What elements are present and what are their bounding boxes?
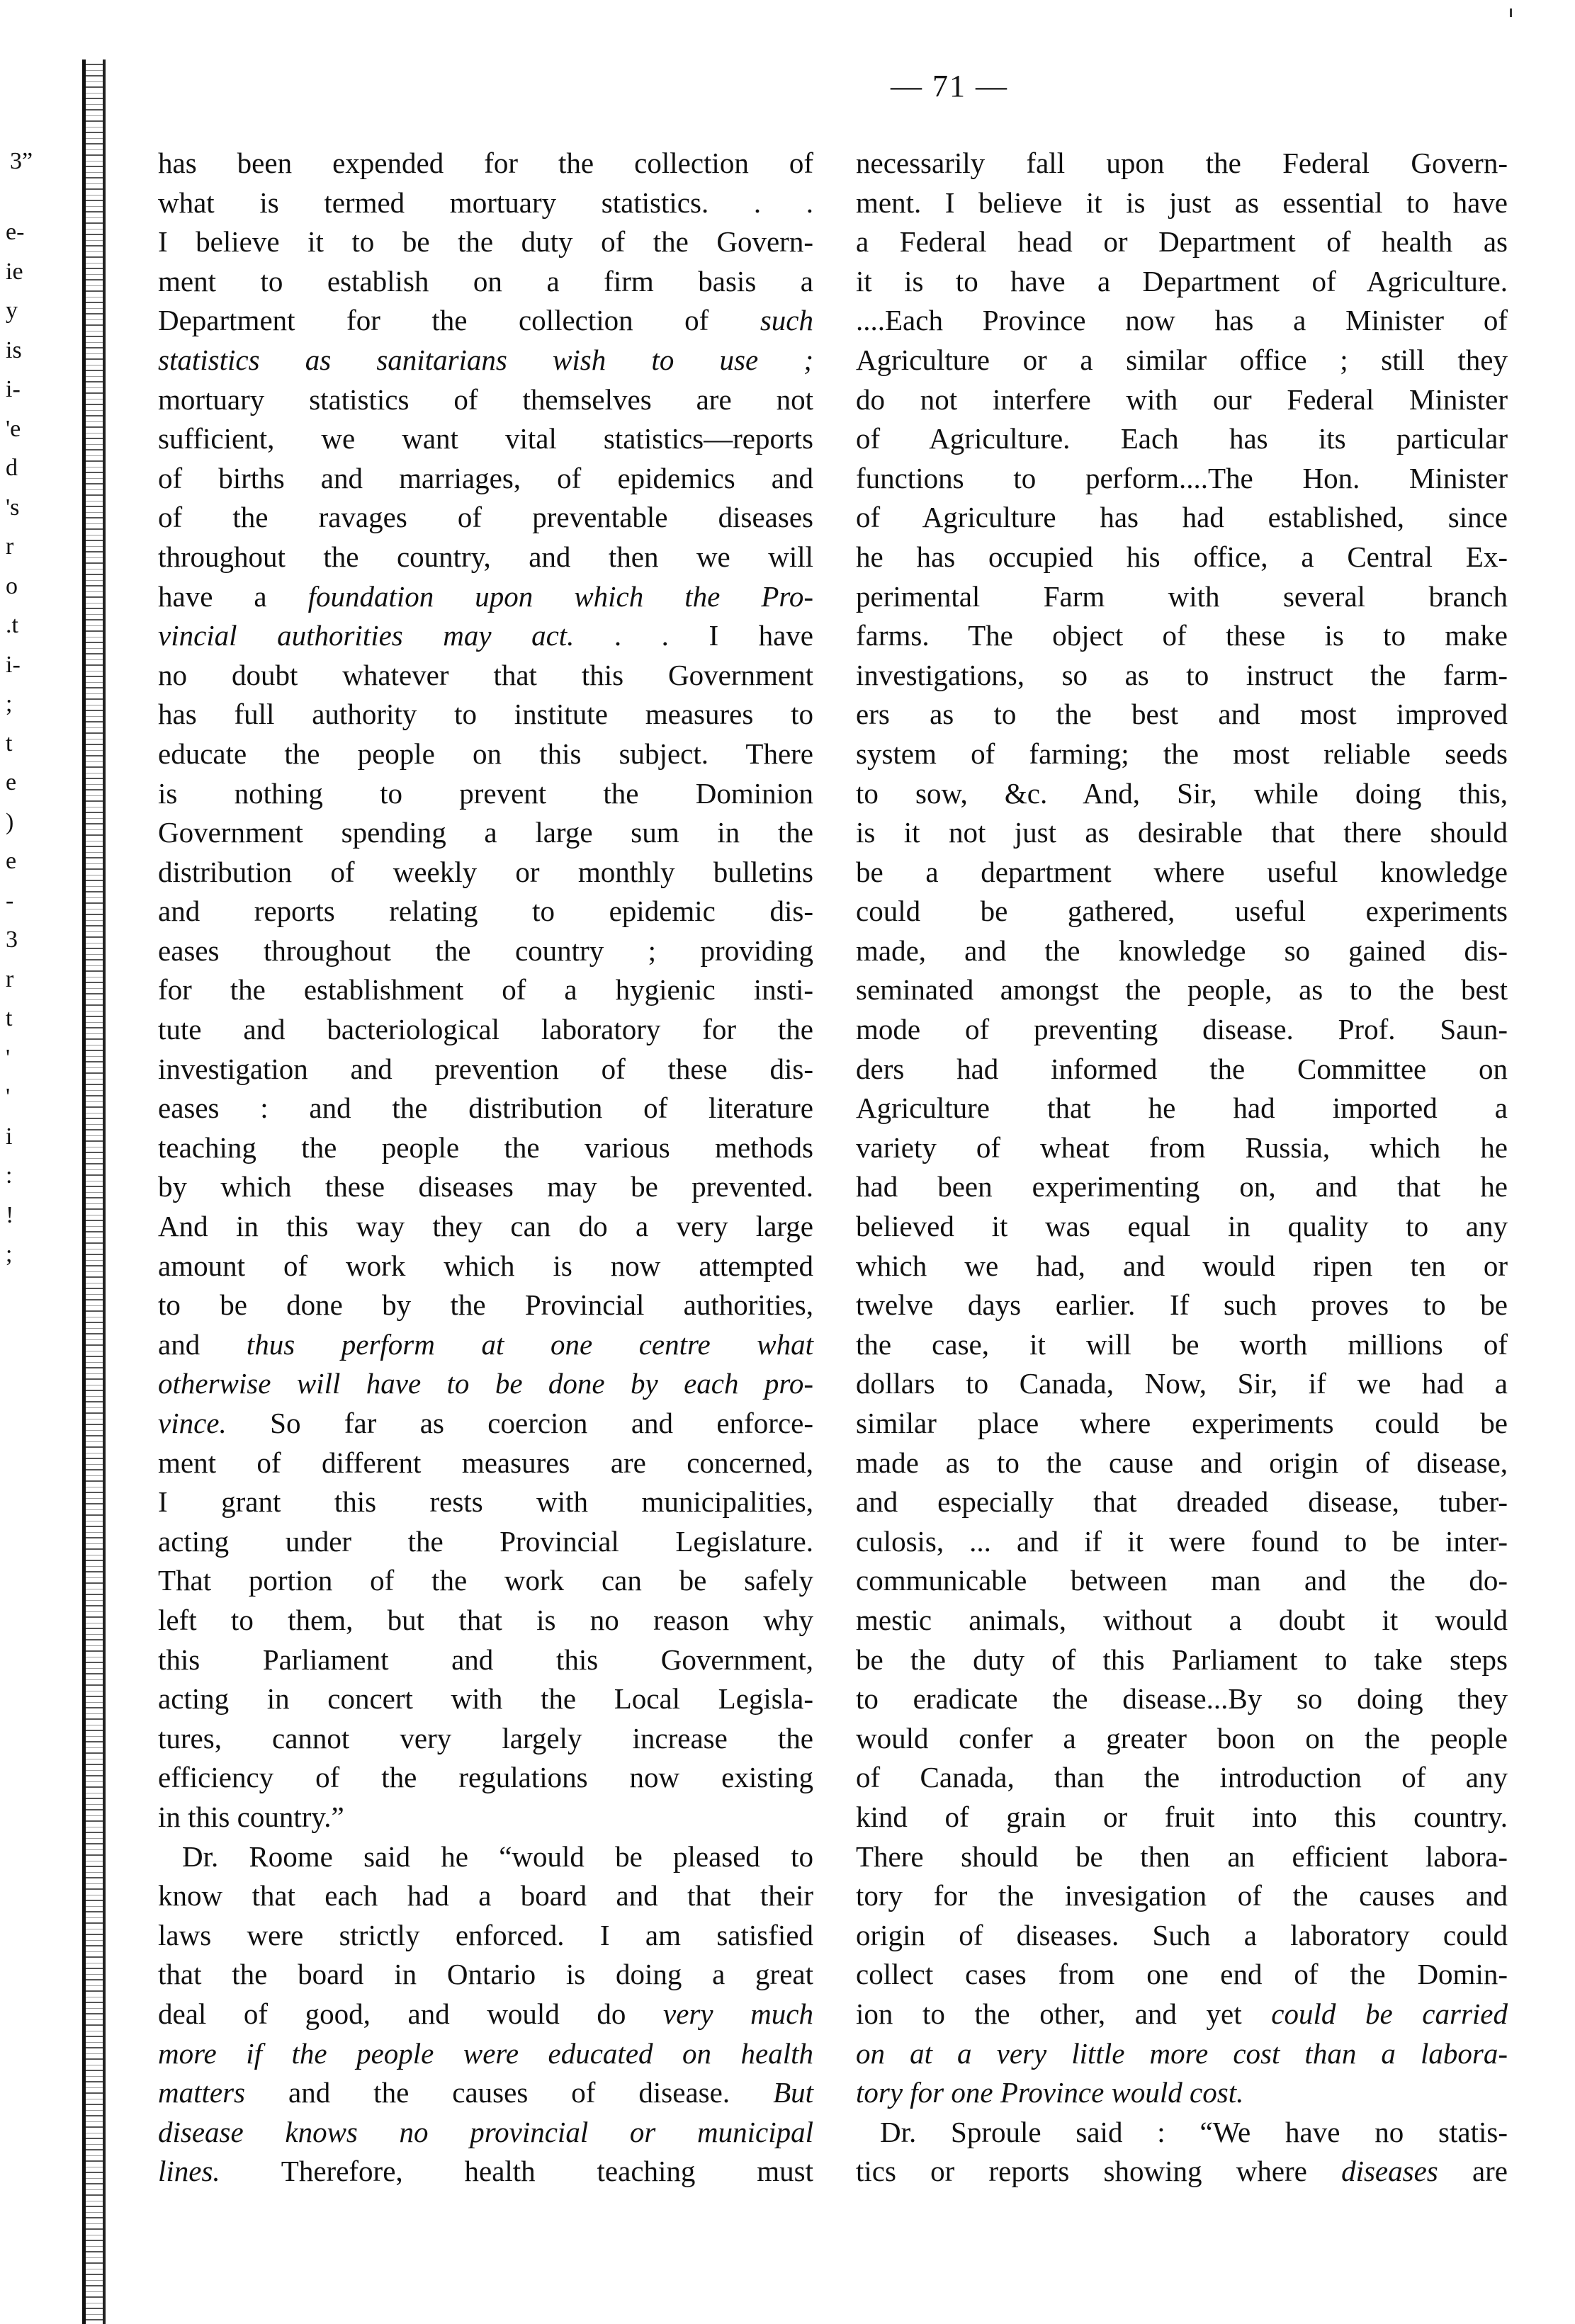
margin-fragment: r (6, 533, 14, 560)
right-column (856, 144, 1508, 2192)
margin-fragment: 'e (6, 415, 21, 442)
text-line (158, 144, 813, 183)
text-segment: laws were strictly enforced. I am satisfied (158, 1918, 813, 1951)
text-line (856, 419, 1508, 459)
text-segment: by which these diseases may be prevented. (158, 1170, 813, 1203)
text-line (856, 1286, 1508, 1325)
italic-text: more if the people were educated on health (158, 2036, 813, 2070)
text-line (856, 853, 1508, 892)
text-line (158, 853, 813, 892)
page-number: — 71 — (891, 69, 1008, 103)
margin-fragment: r (6, 965, 14, 992)
text-segment: tute and bacteriological laboratory for the (158, 1013, 813, 1046)
text-segment: . . I have (574, 619, 813, 652)
text-line (158, 419, 813, 459)
text-line (856, 1089, 1508, 1128)
text-segment: are (1438, 2155, 1508, 2188)
text-segment: has been expended for the collection of (158, 147, 813, 179)
text-segment: this Parliament and this Government, (158, 1643, 813, 1676)
text-segment: Dr. Sproule said : “We have no statis- (880, 2115, 1508, 2148)
text-segment: Agriculture that he had imported a (856, 1092, 1508, 1125)
text-line (856, 222, 1508, 262)
text-segment: And in this way they can do a very large (158, 1210, 813, 1243)
text-segment: So far as coercion and enforce- (226, 1407, 813, 1439)
text-segment: tory for the invesigation of the causes and (856, 1879, 1508, 1912)
text-line (856, 1050, 1508, 1089)
margin-fragment: e- (6, 219, 25, 245)
text-segment: has full authority to institute measures to (158, 698, 813, 731)
italic-text: tory for one Province would cost. (856, 2076, 1244, 2109)
text-segment: communicable between man and the do- (856, 1564, 1508, 1597)
text-line (158, 1679, 813, 1719)
text-segment: mode of preventing disease. Prof. Saun- (856, 1013, 1508, 1046)
text-line (158, 931, 813, 971)
text-segment: in this country.” (158, 1800, 344, 1833)
text-segment: tures, cannot very largely increase the (158, 1721, 813, 1755)
text-segment: distribution of weekly or monthly bulletins (158, 855, 813, 888)
text-line (158, 1601, 813, 1640)
text-line (856, 2152, 1508, 2192)
text-line (856, 1561, 1508, 1601)
text-segment: twelve days earlier. If such proves to be (856, 1288, 1508, 1322)
text-segment: be the duty of this Parliament to take steps (856, 1643, 1508, 1676)
text-line (158, 498, 813, 538)
text-line (856, 577, 1508, 617)
text-segment: ment. I believe it is just as essential to have (856, 186, 1508, 219)
margin-fragment: i (6, 1123, 13, 1150)
text-segment: left to them, but that is no reason why (158, 1603, 813, 1636)
text-line (856, 1247, 1508, 1286)
text-segment: kind of grain or fruit into this country. (856, 1800, 1508, 1833)
text-segment: acting in concert with the Local Legisla- (158, 1682, 813, 1716)
text-line (856, 1601, 1508, 1640)
scan-mark (1510, 8, 1512, 17)
text-line (158, 774, 813, 814)
text-segment: of Agriculture. Each has its particular (856, 422, 1508, 455)
text-line (158, 970, 813, 1010)
text-line (856, 813, 1508, 853)
text-segment: eases : and the distribution of literature (158, 1092, 813, 1125)
text-line (158, 1286, 813, 1325)
text-segment: had been experimenting on, and that he (856, 1170, 1508, 1203)
text-segment: system of farming; the most reliable seeds (856, 737, 1508, 770)
text-segment: Government spending a large sum in the (158, 816, 813, 849)
text-line (158, 1758, 813, 1798)
margin-fragment: y (6, 297, 18, 324)
text-line (856, 1798, 1508, 1837)
text-line (856, 1995, 1508, 2034)
text-line (856, 1483, 1508, 1522)
text-line (158, 1207, 813, 1247)
text-line (158, 1325, 813, 1365)
text-line (158, 1876, 813, 1916)
text-line (856, 970, 1508, 1010)
text-segment: what is termed mortuary statistics. . . (158, 186, 813, 219)
margin-fragment: ) (6, 808, 14, 835)
margin-fragment: t (6, 730, 13, 756)
text-line (856, 2113, 1508, 2153)
text-segment: made, and the knowledge so gained dis- (856, 934, 1508, 967)
text-line (158, 656, 813, 696)
text-line (158, 2034, 813, 2074)
text-segment: no doubt whatever that this Government (158, 658, 813, 691)
text-line (158, 341, 813, 380)
text-line (158, 183, 813, 223)
text-line (856, 144, 1508, 183)
text-line (158, 1561, 813, 1601)
text-segment: I grant this rests with municipalities, (158, 1485, 813, 1519)
text-line (158, 813, 813, 853)
text-segment: Agriculture or a similar office ; still they (856, 343, 1508, 376)
italic-text: vince. (158, 1407, 227, 1439)
text-line (158, 1483, 813, 1522)
text-segment: and reports relating to epidemic dis- (158, 895, 813, 928)
text-segment: amount of work which is now attempted (158, 1249, 813, 1282)
text-line (856, 931, 1508, 971)
text-line (856, 1719, 1508, 1759)
text-segment: There should be then an efficient labora- (856, 1840, 1508, 1873)
text-line (158, 1167, 813, 1207)
italic-text: But (773, 2076, 813, 2109)
text-line (856, 459, 1508, 499)
text-line (856, 1364, 1508, 1404)
italic-text: thus perform at one centre what (246, 1327, 813, 1361)
italic-text: lines. (158, 2155, 220, 2188)
text-line (856, 1444, 1508, 1483)
text-segment: ment of different measures are concerned, (158, 1446, 813, 1479)
text-segment: to eradicate the disease...By so doing they (856, 1682, 1508, 1716)
text-line (158, 1837, 813, 1877)
text-line (158, 538, 813, 577)
text-segment: a Federal head or Department of health as (856, 225, 1508, 259)
text-segment: dollars to Canada, Now, Sir, if we had a (856, 1367, 1508, 1400)
text-segment: which we had, and would ripen ten or (856, 1249, 1508, 1282)
text-line (158, 892, 813, 931)
italic-text: matters (158, 2076, 245, 2109)
italic-text: vincial authorities may act. (158, 619, 575, 652)
text-line (856, 183, 1508, 223)
margin-fragment: o (6, 572, 18, 599)
text-segment: I believe it to be the duty of the Govern- (158, 225, 813, 259)
text-line (856, 892, 1508, 931)
text-line (856, 616, 1508, 656)
margin-fragment: ; (6, 691, 13, 717)
text-segment: necessarily fall upon the Federal Govern- (856, 147, 1508, 179)
text-line (158, 380, 813, 420)
text-segment: ers as to the best and most improved (856, 698, 1508, 731)
text-segment: perimental Farm with several branch (856, 579, 1508, 613)
text-line (856, 1916, 1508, 1956)
margin-fragment: i- (6, 651, 21, 678)
text-line (856, 1128, 1508, 1168)
text-line (158, 1010, 813, 1050)
text-line (158, 1955, 813, 1995)
text-line (158, 301, 813, 341)
text-segment: teaching the people the various methods (158, 1130, 813, 1164)
text-segment: investigation and prevention of these dis- (158, 1052, 813, 1085)
text-line (856, 262, 1508, 302)
text-segment: it is to have a Department of Agriculture. (856, 264, 1508, 297)
text-segment: believed it was equal in quality to any (856, 1210, 1508, 1243)
margin-fragment: t (6, 1005, 13, 1031)
margin-fragment: i- (6, 376, 21, 402)
margin-fragment: is (6, 336, 22, 363)
text-segment: the case, it will be worth millions of (856, 1327, 1508, 1361)
text-line (158, 1798, 813, 1837)
text-line (856, 498, 1508, 538)
text-line (856, 1404, 1508, 1444)
text-segment: acting under the Provincial Legislature. (158, 1524, 813, 1558)
text-segment: sufficient, we want vital statistics—reports (158, 422, 813, 455)
text-segment: origin of diseases. Such a laboratory could (856, 1918, 1508, 1951)
text-line (158, 1719, 813, 1759)
margin-fragment: ie (6, 258, 23, 285)
text-line (158, 222, 813, 262)
text-line (158, 1522, 813, 1562)
text-line (158, 1364, 813, 1404)
left-column (158, 144, 813, 2192)
text-segment: of the ravages of preventable diseases (158, 501, 813, 534)
text-segment: ders had informed the Committee on (856, 1052, 1508, 1085)
text-segment: variety of wheat from Russia, which he (856, 1130, 1508, 1164)
text-segment: is it not just as desirable that there should (856, 816, 1508, 849)
text-line (158, 1247, 813, 1286)
text-line (158, 1995, 813, 2034)
text-segment: and the causes of disease. (245, 2076, 774, 2109)
margin-fragment: d (6, 455, 18, 481)
text-segment: of Canada, than the introduction of any (856, 1761, 1508, 1794)
text-line (158, 1916, 813, 1956)
text-segment: efficiency of the regulations now existing (158, 1761, 813, 1794)
text-line (856, 2073, 1508, 2113)
text-line (158, 1089, 813, 1128)
text-line (856, 1758, 1508, 1798)
text-segment: ion to the other, and yet (856, 1997, 1272, 2030)
italic-text: statistics as sanitarians wish to use ; (158, 343, 813, 376)
margin-fragment: e (6, 848, 17, 874)
text-segment: educate the people on this subject. There (158, 737, 813, 770)
text-line (856, 2034, 1508, 2074)
text-line (856, 656, 1508, 696)
text-line (856, 1640, 1508, 1680)
text-line (856, 1207, 1508, 1247)
text-line (158, 1050, 813, 1089)
text-line (856, 380, 1508, 420)
text-segment: similar place where experiments could be (856, 1407, 1508, 1439)
text-segment: know that each had a board and that their (158, 1879, 813, 1912)
text-segment: Therefore, health teaching must (220, 2155, 813, 2188)
text-segment: farms. The object of these is to make (856, 619, 1508, 652)
italic-text: diseases (1341, 2155, 1438, 2188)
text-segment: of Agriculture has had established, since (856, 501, 1508, 534)
margin-fragment: ' (6, 1084, 11, 1110)
margin-fragment: - (6, 887, 14, 914)
text-line (856, 1522, 1508, 1562)
text-segment: do not interfere with our Federal Minister (856, 382, 1508, 416)
italic-text: could be carried (1271, 1997, 1508, 2030)
text-segment: to sow, &c. And, Sir, while doing this, (856, 776, 1508, 810)
text-segment: is nothing to prevent the Dominion (158, 776, 813, 810)
text-segment: of births and marriages, of epidemics and (158, 461, 813, 494)
margin-fragment: : (6, 1162, 13, 1189)
text-line (856, 538, 1508, 577)
text-line (856, 1010, 1508, 1050)
italic-text: such (760, 304, 813, 337)
text-segment: would confer a greater boon on the people (856, 1721, 1508, 1755)
text-segment: tics or reports showing where (856, 2155, 1342, 2188)
text-segment: culosis, ... and if it were found to be inter- (856, 1524, 1508, 1558)
facing-page-margin-fragments (6, 148, 34, 1274)
text-segment: deal of good, and would do (158, 1997, 664, 2030)
margin-fragment: e (6, 769, 17, 795)
text-line (158, 1404, 813, 1444)
text-line (856, 341, 1508, 380)
text-line (158, 735, 813, 774)
text-segment: throughout the country, and then we will (158, 540, 813, 573)
text-segment: Dr. Roome said he “would be pleased to (182, 1840, 813, 1873)
text-line (856, 735, 1508, 774)
italic-text: foundation upon which the Pro- (307, 579, 813, 613)
page-binding-edge (82, 59, 106, 2324)
text-segment: Department for the collection of (158, 304, 760, 337)
text-segment: functions to perform....The Hon. Minister (856, 461, 1508, 494)
text-line (856, 1876, 1508, 1916)
margin-fragment: 's (6, 494, 20, 521)
text-line (158, 1640, 813, 1680)
text-line (158, 1128, 813, 1168)
margin-fragment: ' (6, 1044, 11, 1071)
text-line (158, 262, 813, 302)
text-segment: mestic animals, without a doubt it would (856, 1603, 1508, 1636)
text-line (856, 1167, 1508, 1207)
text-segment: that the board in Ontario is doing a great (158, 1958, 813, 1991)
text-line (856, 695, 1508, 735)
text-line (158, 2073, 813, 2113)
margin-fragment: ; (6, 1241, 13, 1267)
text-line (856, 1679, 1508, 1719)
text-segment: made as to the cause and origin of disease, (856, 1446, 1508, 1479)
text-segment: he has occupied his office, a Central Ex- (856, 540, 1508, 573)
text-segment: investigations, so as to instruct the farm- (856, 658, 1508, 691)
text-line (856, 1955, 1508, 1995)
margin-fragment: 3” (10, 148, 33, 174)
text-segment: and (158, 1327, 247, 1361)
text-segment: seminated amongst the people, as to the best (856, 973, 1508, 1007)
text-line (158, 695, 813, 735)
text-segment: mortuary statistics of themselves are not (158, 382, 813, 416)
text-segment: for the establishment of a hygienic insti- (158, 973, 813, 1007)
text-segment: collect cases from one end of the Domin- (856, 1958, 1508, 1991)
text-segment: eases throughout the country ; providing (158, 934, 813, 967)
text-segment: could be gathered, useful experiments (856, 895, 1508, 928)
text-line (856, 1837, 1508, 1877)
text-line (856, 774, 1508, 814)
text-segment: to be done by the Provincial authorities, (158, 1288, 813, 1322)
text-segment: have a (158, 579, 308, 613)
italic-text: on at a very little more cost than a labora- (856, 2036, 1508, 2070)
text-segment: ....Each Province now has a Minister of (856, 304, 1508, 337)
text-segment: and especially that dreaded disease, tuber- (856, 1485, 1508, 1519)
text-line (158, 2113, 813, 2153)
text-segment: ment to establish on a firm basis a (158, 264, 813, 297)
italic-text: disease knows no provincial or municipal (158, 2115, 813, 2148)
text-line (158, 577, 813, 617)
italic-text: very much (663, 1997, 813, 2030)
text-segment: That portion of the work can be safely (158, 1564, 813, 1597)
margin-fragment: 3 (6, 926, 18, 953)
text-line (158, 2152, 813, 2192)
text-segment: be a department where useful knowledge (856, 855, 1508, 888)
text-line (158, 1444, 813, 1483)
margin-fragment: .t (6, 612, 18, 638)
text-line (856, 301, 1508, 341)
text-line (158, 459, 813, 499)
text-line (158, 616, 813, 656)
text-line (856, 1325, 1508, 1365)
italic-text: otherwise will have to be done by each pro- (158, 1367, 813, 1400)
margin-fragment: ! (6, 1201, 14, 1228)
